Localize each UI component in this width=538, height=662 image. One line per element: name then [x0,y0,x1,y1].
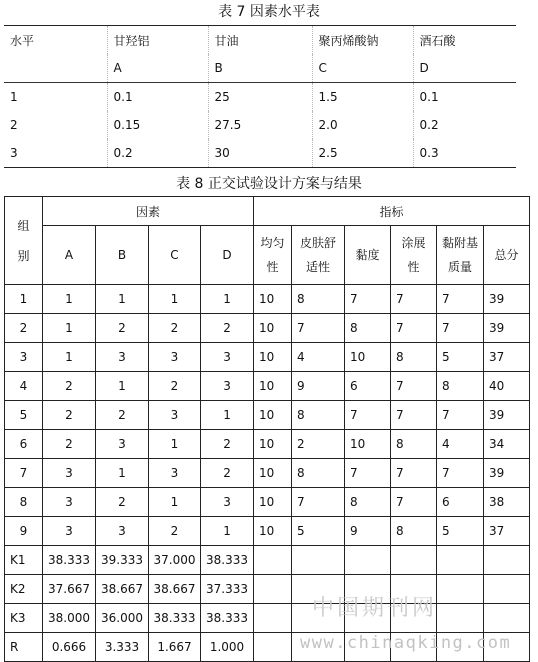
table-cell: 4 [5,372,43,401]
table-row [4,111,516,139]
table-cell: 1 [4,83,107,112]
table-cell: 8 [437,372,484,401]
factor-level-table [4,25,516,168]
table-row [4,139,516,168]
table-cell: 2 [43,430,96,459]
indicators-header-cell: 指标 [254,197,530,226]
table-cell: 8 [292,401,345,430]
k-cell: R [5,633,43,662]
table-cell: 3 [149,343,201,372]
k-cell: 37.000 [149,546,201,575]
table-cell: 3 [5,343,43,372]
table-cell: 34 [484,430,530,459]
table8-caption: 表 8 正交试验设计方案与结果 [176,176,362,192]
table-cell: 7 [391,459,437,488]
table7-caption: 表 7 因素水平表 [218,4,320,20]
table-cell: 5 [292,517,345,546]
table-cell: 2 [96,401,149,430]
group-header-cell [5,197,43,285]
table-cell: 1 [149,285,201,314]
table-cell: 8 [345,488,391,517]
table-cell: 7 [5,459,43,488]
table-row [5,488,530,517]
table-cell: 10 [254,517,292,546]
table-cell: 9 [345,517,391,546]
table-code-row [4,54,516,83]
k-cell: K2 [5,575,43,604]
table-row [5,517,530,546]
table-cell: 10 [254,372,292,401]
table-cell: 1 [149,488,201,517]
table-cell: 2 [96,488,149,517]
k-cell: 38.000 [43,604,96,633]
table-cell: 2 [292,430,345,459]
table-cell: 2 [43,401,96,430]
factor-col-header: C [149,226,201,285]
empty-cell [437,575,484,604]
table-cell: 7 [391,285,437,314]
empty-cell [254,604,292,633]
table-cell: 1 [43,285,96,314]
table-cell: 7 [437,401,484,430]
table-cell: 27.5 [208,111,312,139]
orthogonal-design-table [4,196,530,662]
k-cell: 38.667 [96,575,149,604]
k-row [5,546,530,575]
table-cell: 3 [96,343,149,372]
table-row [5,430,530,459]
empty-cell [254,575,292,604]
table-cell: 2 [43,372,96,401]
table-row [5,314,530,343]
table-cell: 7 [292,314,345,343]
table-cell: 6 [345,372,391,401]
table-cell: 39 [484,314,530,343]
watermark-text: 中国期刊网 [312,596,438,621]
empty-cell [437,604,484,633]
table-cell: 3 [96,517,149,546]
table-cell: 10 [254,488,292,517]
table-header-row [5,197,530,226]
table-cell: 7 [292,488,345,517]
code-cell: C [312,54,413,83]
factors-header-cell: 因素 [43,197,254,226]
table-cell: 7 [345,401,391,430]
table-cell: 1 [43,343,96,372]
table-cell: 10 [254,343,292,372]
k-cell: 1.667 [149,633,201,662]
table-cell: 10 [254,285,292,314]
table-cell: 3 [43,488,96,517]
factor-col-header: B [96,226,149,285]
header-cell: 甘油 [208,26,312,55]
table-cell: 3 [96,430,149,459]
indicator-col-label: 皮肤舒适性 [300,236,337,274]
indicator-col-header: 黏度 [345,226,391,285]
table-cell: 3 [201,372,254,401]
table-cell: 0.3 [413,139,516,168]
table-cell: 3 [149,459,201,488]
table-cell: 30 [208,139,312,168]
table-cell: 4 [292,343,345,372]
table-cell: 6 [437,488,484,517]
table-cell: 9 [292,372,345,401]
table-cell: 9 [5,517,43,546]
table-cell: 5 [437,343,484,372]
table-cell: 3 [149,401,201,430]
empty-cell [292,546,345,575]
k-cell: 38.333 [201,604,254,633]
indicator-col-label: 黏附基质量 [442,236,479,274]
table-cell: 1 [201,401,254,430]
empty-cell [437,546,484,575]
indicator-col-header [254,226,292,285]
group-header-label: 组别 [17,218,30,263]
table-row [5,343,530,372]
table-cell: 3 [201,488,254,517]
table-subheader-row [5,226,530,285]
k-cell: 37.333 [201,575,254,604]
table-cell: 2 [201,430,254,459]
table-cell: 8 [292,459,345,488]
table-cell: 7 [391,314,437,343]
empty-cell [484,546,530,575]
table-cell: 0.1 [419,90,439,104]
table-cell: 25 [208,83,312,112]
header-cell: 甘羟铝 [107,26,208,55]
table-cell: 2 [201,459,254,488]
table-cell: 7 [437,285,484,314]
empty-cell [484,604,530,633]
k-row [5,604,530,633]
table-cell: 8 [391,430,437,459]
table-cell: 0.15 [107,111,208,139]
table-cell: 1 [96,459,149,488]
table-cell: 10 [254,459,292,488]
header-cell: 聚丙烯酸钠 [312,26,413,55]
table-cell: 10 [345,430,391,459]
table-cell: 3 [43,459,96,488]
k-cell: 38.333 [43,546,96,575]
table-cell: 8 [5,488,43,517]
k-cell: 38.333 [149,604,201,633]
table-cell: 7 [345,459,391,488]
k-cell: K3 [5,604,43,633]
table-cell: 2 [5,314,43,343]
table-cell: 2.5 [312,139,413,168]
indicator-col-header: 总分 [484,226,530,285]
table-cell: 2 [149,372,201,401]
code-cell: D [413,54,516,83]
watermark-url: www.chinaqking.com [300,633,512,653]
table-cell: 2 [149,314,201,343]
code-cell: A [107,54,208,83]
table-cell: 1 [149,430,201,459]
k-cell: 39.333 [96,546,149,575]
table-cell: 3 [201,343,254,372]
indicator-col-label: 涂展性 [401,236,426,274]
table-cell: 5 [437,517,484,546]
table-cell: 1.5 [312,83,413,112]
table-cell: 1 [5,285,43,314]
table-cell: 1 [201,285,254,314]
table-cell: 10 [254,430,292,459]
indicator-col-label: 均匀性 [260,236,285,274]
table-cell: 4 [437,430,484,459]
table-cell: 7 [391,488,437,517]
k-cell: K1 [5,546,43,575]
factor-col-header: D [201,226,254,285]
k-cell: 36.000 [96,604,149,633]
factor-col-header: A [43,226,96,285]
table-cell: 3 [4,139,107,168]
table-cell: 8 [391,517,437,546]
table-cell: 38 [484,488,530,517]
table-cell: 39 [484,459,530,488]
table-row [5,401,530,430]
table-row [5,285,530,314]
table-row [5,372,530,401]
k-cell: 38.333 [201,546,254,575]
code-cell [4,54,107,83]
table-cell: 7 [391,372,437,401]
table-cell: 8 [292,285,345,314]
k-cell: 1.000 [201,633,254,662]
table-cell: 5 [5,401,43,430]
table-cell: 8 [391,343,437,372]
indicator-col-header [437,226,484,285]
table-cell: 2 [201,314,254,343]
table-cell: 40 [484,372,530,401]
table-cell: 1 [43,314,96,343]
table-cell: 39 [484,285,530,314]
table-cell: 7 [345,285,391,314]
table-cell: 1 [201,517,254,546]
table-cell: 7 [437,314,484,343]
empty-cell [254,546,292,575]
table-cell: 2.0 [312,111,413,139]
table-row [4,83,516,112]
empty-cell [345,546,391,575]
table-cell: 2 [4,111,107,139]
code-cell: B [208,54,312,83]
k-cell: 0.666 [43,633,96,662]
table-cell: 0.1 [107,83,208,112]
empty-cell [254,633,292,662]
header-cell: 酒石酸 [413,26,516,55]
table-cell: 3 [43,517,96,546]
table-cell: 37 [484,343,530,372]
empty-cell [391,546,437,575]
table-cell: 39 [484,401,530,430]
table-cell: 1 [96,285,149,314]
k-cell: 3.333 [96,633,149,662]
table-cell: 8 [345,314,391,343]
table-header-row [4,26,516,55]
table-row [5,459,530,488]
header-cell: 水平 [4,26,107,55]
indicator-col-header [292,226,345,285]
table-cell: 7 [391,401,437,430]
table-cell: 7 [437,459,484,488]
indicator-col-header [391,226,437,285]
table-cell: 37 [484,517,530,546]
table-cell: 10 [254,314,292,343]
table-cell: 6 [5,430,43,459]
table-cell: 2 [149,517,201,546]
table-cell: 1 [96,372,149,401]
table-cell: 0.2 [107,139,208,168]
table-cell: 2 [96,314,149,343]
k-cell: 37.667 [43,575,96,604]
empty-cell [484,575,530,604]
k-cell: 38.667 [149,575,201,604]
table-cell: 10 [345,343,391,372]
table-cell: 10 [254,401,292,430]
k-row [5,575,530,604]
design-rows [5,285,530,546]
table-cell: 0.2 [419,118,439,132]
